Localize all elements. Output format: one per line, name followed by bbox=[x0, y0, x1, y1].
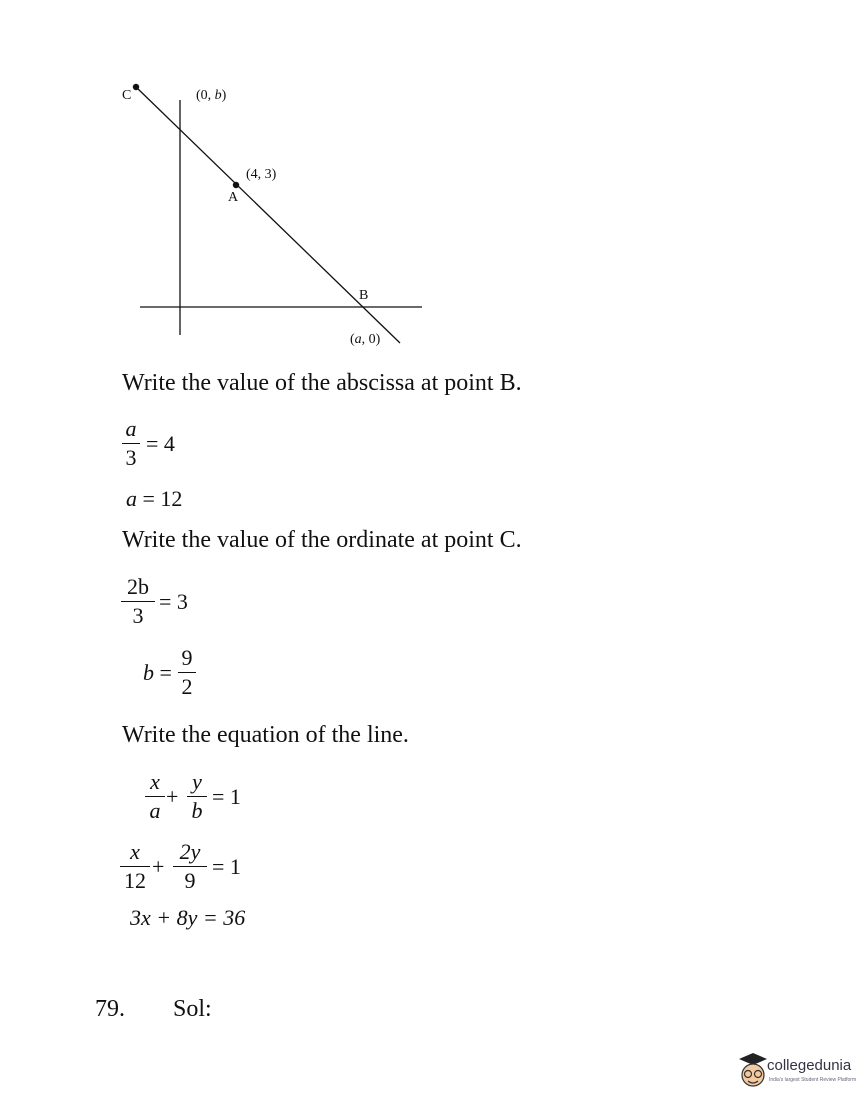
abscissa-rhs: = 4 bbox=[146, 431, 175, 456]
graduation-cap-icon bbox=[739, 1053, 767, 1065]
ordinate-rhs: = 3 bbox=[159, 589, 188, 614]
eq2-rhs: = 1 bbox=[212, 854, 241, 879]
fraction-2b-over-3: 2b 3 bbox=[121, 575, 155, 628]
fraction-y-over-b: y b bbox=[187, 770, 207, 823]
ordinate-instruction: Write the value of the ordinate at point C. bbox=[122, 527, 522, 553]
fraction-x-over-a: x a bbox=[145, 770, 165, 823]
eq1-rhs: = 1 bbox=[212, 784, 241, 809]
logo-wordmark: collegedunia bbox=[767, 1057, 852, 1074]
eq2-plus: + bbox=[152, 854, 165, 879]
label-0-b: (0, b) bbox=[196, 88, 227, 103]
logo-tagline: India's largest Student Review Platform bbox=[769, 1077, 857, 1083]
fraction-a-over-3: a 3 bbox=[122, 417, 140, 470]
line-diagram bbox=[110, 70, 450, 360]
label-b: B bbox=[359, 288, 369, 303]
intercept-line bbox=[136, 87, 400, 343]
label-4-3: (4, 3) bbox=[246, 167, 277, 182]
abscissa-instruction: Write the value of the abscissa at point B. bbox=[122, 370, 522, 396]
fraction-9-over-2: 9 2 bbox=[178, 646, 196, 699]
point-c bbox=[133, 84, 139, 90]
solution-label: Sol: bbox=[173, 996, 212, 1022]
point-a bbox=[233, 182, 239, 188]
fraction-2y-over-9: 2y 9 bbox=[173, 840, 207, 893]
label-c: C bbox=[122, 88, 132, 103]
diagram-svg bbox=[110, 70, 450, 360]
label-a: A bbox=[228, 190, 239, 205]
label-a-0: (a, 0) bbox=[350, 332, 381, 347]
final-equation: 3x + 8y = 36 bbox=[130, 905, 246, 930]
fraction-x-over-12: x 12 bbox=[120, 840, 150, 893]
equation-instruction: Write the equation of the line. bbox=[122, 722, 409, 748]
ordinate-result-lhs: b = bbox=[143, 660, 172, 685]
question-number: 79. bbox=[95, 996, 125, 1022]
abscissa-result: a = 12 bbox=[126, 486, 183, 511]
eq1-plus: + bbox=[166, 784, 179, 809]
